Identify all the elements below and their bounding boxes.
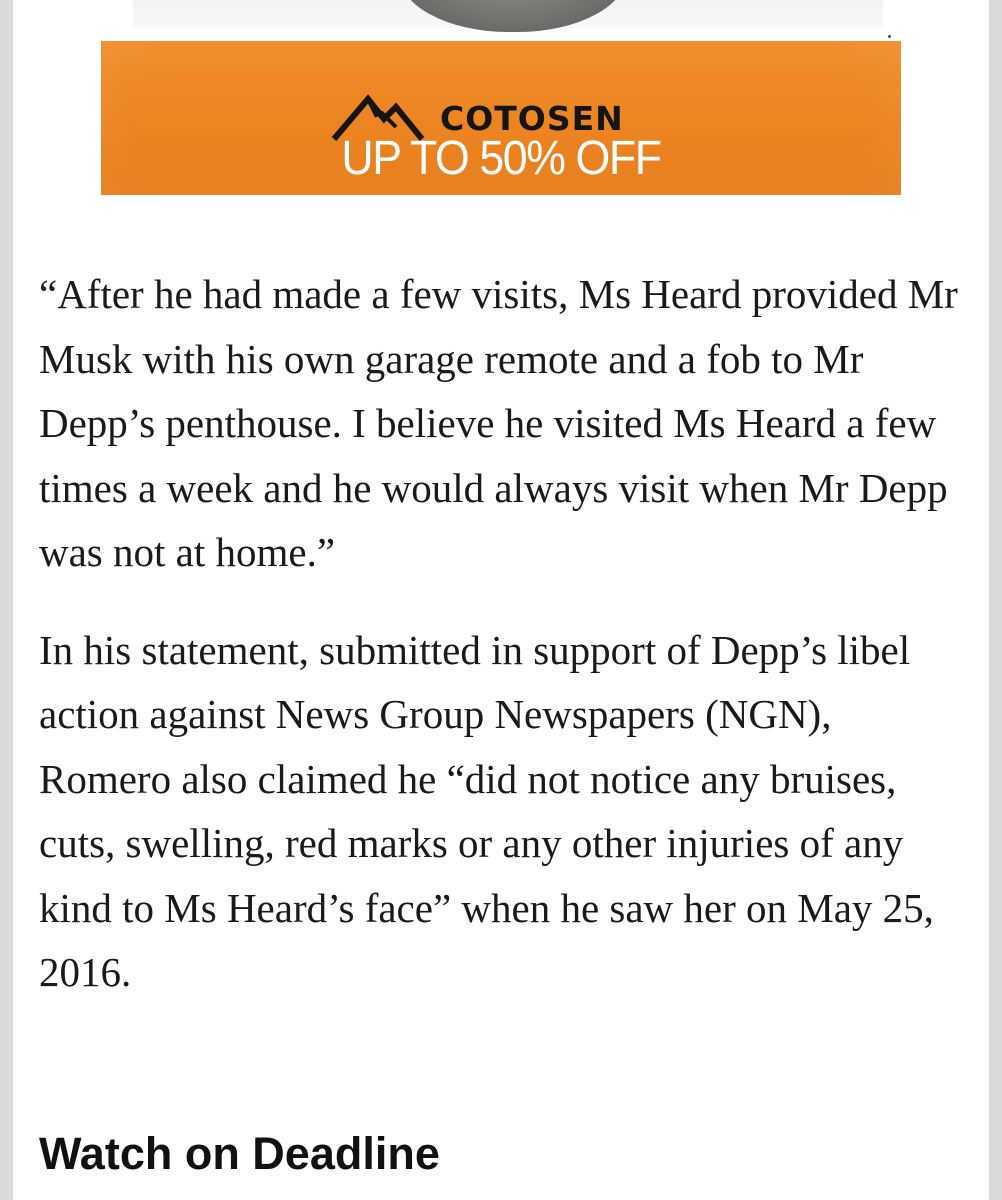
- section-heading: Watch on Deadline: [39, 1128, 440, 1179]
- ad-offer-text: UP TO 50% OFF: [341, 132, 661, 185]
- article-paragraph: In his statement, submitted in support of Depp’s libel action against News Group Newspapers (NGN), Romero also claimed he “did not notice any bruises, cuts, swelling, red marks or any other injuries of any kind to Ms Heard’s face” when he saw her on May 25, 2016.: [39, 626, 934, 995]
- article-paragraph: “After he had made a few visits, Ms Heard provided Mr Musk with his own garage remote and a fob to Mr Depp’s penthouse. I believe he visited Ms Heard a few times a week and he would always visit when Mr Depp was not at home.”: [39, 271, 958, 575]
- article-body: [39, 262, 969, 1005]
- ad-brand-name: COTOSEN: [440, 98, 624, 138]
- article-card: [13, 0, 989, 1200]
- ad-marker-dot: [888, 35, 891, 38]
- product-image[interactable]: [133, 0, 883, 28]
- product-photo-fragment: [398, 0, 628, 32]
- ad-banner[interactable]: [101, 41, 901, 195]
